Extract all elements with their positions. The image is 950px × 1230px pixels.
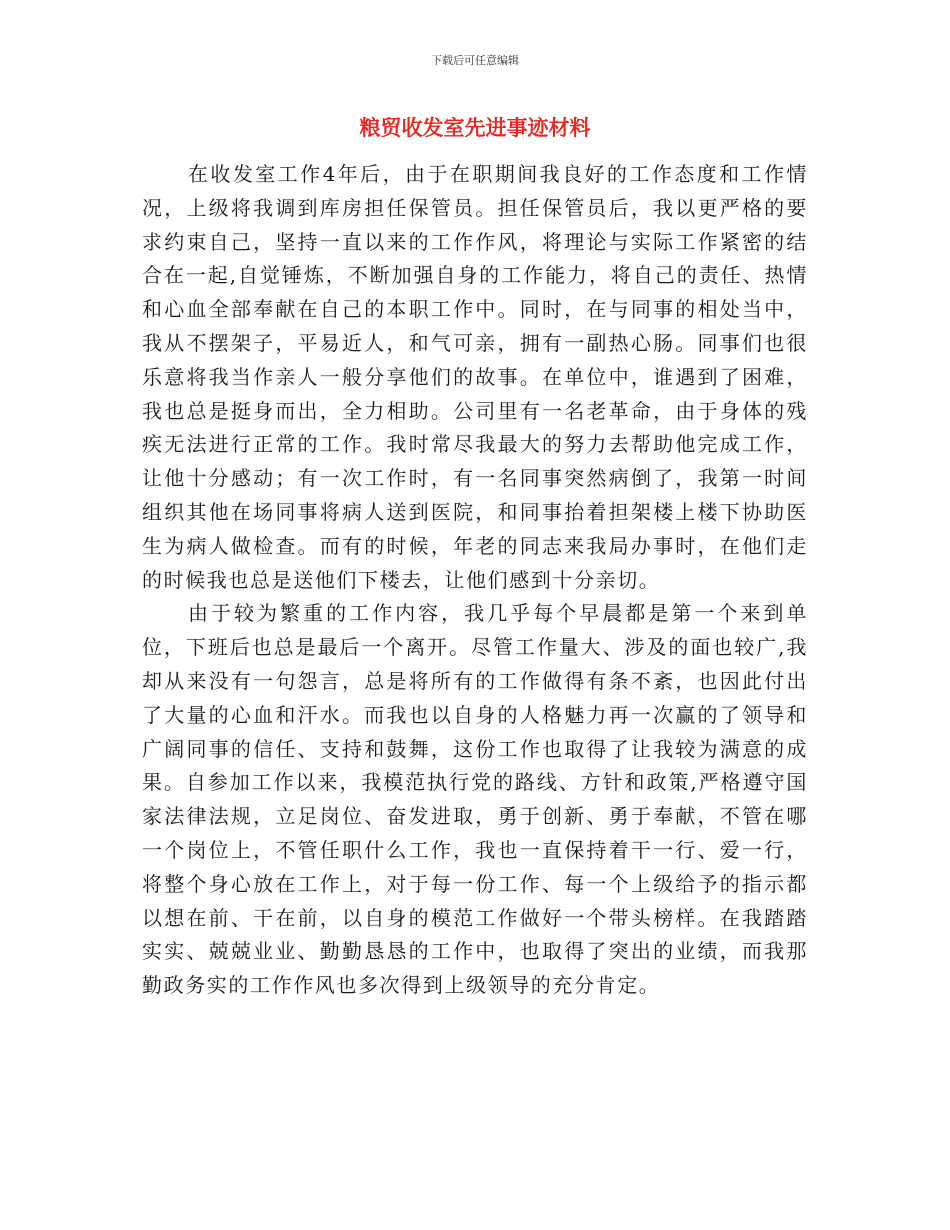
document-body xyxy=(142,158,808,1003)
document-title: 粮贸收发室先进事迹材料 xyxy=(359,115,591,140)
page-header-note: 下载后可任意编辑 xyxy=(431,54,519,67)
paragraph-1: 在收发室工作4年后，由于在职期间我良好的工作态度和工作情况，上级将我调到库房担任保管员。担任保管员后，我以更严格的要求约束自己，坚持一直以来的工作作风，将理论与实际工作紧密的结合在一起,自觉锤炼，不断加强自身的工作能力，将自己的责任、热情和心血全部奉献在自己的本职工作中。同时，在与同事的相处当中，我从不摆架子，平易近人，和气可亲，拥有一副热心肠。同事们也很乐意将我当作亲人一般分享他们的故事。在单位中，谁遇到了困难，我也总是挺身而出，全力相助。公司里有一名老革命，由于身体的残疾无法进行正常的工作。我时常尽我最大的努力去帮助他完成工作，让他十分感动；有一次工作时，有一名同事突然病倒了，我第一时间组织其他在场同事将病人送到医院，和同事抬着担架楼上楼下协助医生为病人做检查。而有的时候，年老的同志来我局办事时，在他们走的时候我也总是送他们下楼去，让他们感到十分亲切。 xyxy=(142,162,808,592)
paragraph-2: 由于较为繁重的工作内容，我几乎每个早晨都是第一个来到单位，下班后也总是最后一个离开。尽管工作量大、涉及的面也较广,我却从来没有一句怨言，总是将所有的工作做得有条不紊，也因此付出了大量的心血和汗水。而我也以自身的人格魅力再一次赢的了领导和广阔同事的信任、支持和鼓舞，这份工作也取得了让我较为满意的成果。自参加工作以来，我模范执行党的路线、方针和政策,严格遵守国家法律法规，立足岗位、奋发进取，勇于创新、勇于奉献，不管在哪一个岗位上，不管任职什么工作，我也一直保持着干一行、爱一行，将整个身心放在工作上，对于每一份工作、每一个上级给予的指示都以想在前、干在前，以自身的模范工作做好一个带头榜样。在我踏踏实实、兢兢业业、勤勤恳恳的工作中，也取得了突出的业绩，而我那勤政务实的工作作风也多次得到上级领导的充分肯定。 xyxy=(142,601,808,998)
